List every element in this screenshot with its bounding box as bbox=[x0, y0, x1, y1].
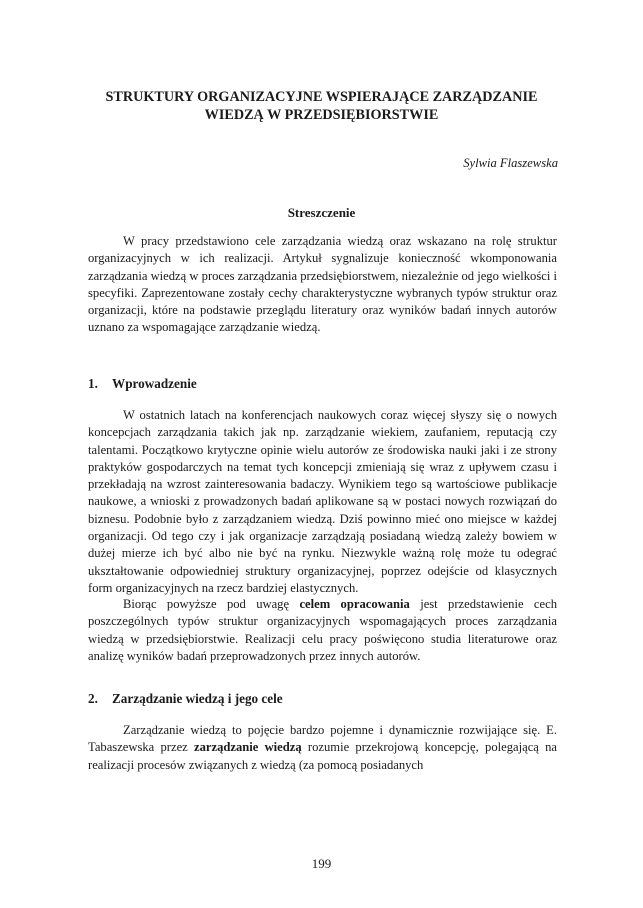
page-number: 199 bbox=[311, 856, 332, 871]
section-2-paragraph-1 bbox=[88, 722, 557, 774]
section-2-title: Zarządzanie wiedzą i jego cele bbox=[112, 691, 283, 706]
section-1-paragraph-1-text: W ostatnich latach na konferencjach naukowych coraz więcej słyszy się o nowych koncepcjach zarządzania takich jak np. zarządzanie wiekiem, zaufaniem, reputacją czy talentami. Początkowo krytyczne opinie wielu autorów ze środowiska nauki jaki i ze strony praktyków gospodarczych na temat tych koncepcji zmieniają się wraz z upływem czasu i przekładają na wzrost zainteresowania badaczy. Wynikiem tego są wartościowe publikacje naukowe, a wnioski z prowadzonych badań aplikowane są w postaci nowych rozwiązań do biznesu. Podobnie było z zarządzaniem wiedzą. Dziś powinno mieć ono miejsce w każdej organizacji. Od tego czy i jak organizacje zarządzają posiadaną wiedzą zależy bowiem w dużej mierze ich być albo nie być na rynku. Niezwykle ważną rolę może tu odegrać ukształtowanie odpowiedniej struktury organizacyjnej, poprzez odejście od klasycznych form organizacyjnych na rzecz bardziej elastycznych. bbox=[88, 408, 557, 595]
section-1-heading bbox=[88, 376, 197, 392]
paper-title-line-1: STRUKTURY ORGANIZACYJNE WSPIERAJĄCE ZARZĄDZANIE bbox=[105, 89, 538, 105]
abstract-paragraph bbox=[88, 233, 557, 337]
abstract-text: W pracy przedstawiono cele zarządzania wiedzą oraz wskazano na rolę struktur organizacyjnych w ich realizacji. Artykuł sygnalizuje konieczność wkomponowania zarządzania wiedzą w proces zarządzania przedsiębiorstwem, niezależnie od jego wielkości i specyfiki. Zaprezentowane zostały cechy charakterystyczne wybranych typów struktur oraz organizacji, które na podstawie przeglądu literatury oraz wyników badań innych autorów uznano za wspomagające zarządzanie wiedzą. bbox=[88, 234, 557, 335]
section-2-heading bbox=[88, 691, 283, 707]
section-2-paragraph-1-emphasis: zarządzanie wiedzą bbox=[194, 740, 302, 755]
paper-title bbox=[80, 88, 563, 124]
section-1-title: Wprowadzenie bbox=[112, 376, 197, 391]
section-1-number: 1. bbox=[88, 376, 98, 391]
section-1-paragraph-2-emphasis: celem opracowania bbox=[299, 597, 410, 611]
section-1-paragraph-2-text-b: jest przedstawienie cech poszczególnych typów struktur organizacyjnych wspomagających proces zarządzania wiedzą w przedsiębiorstwie. Realizacji celu pracy poświęcono studia literaturowe oraz analizę wyników badań przeprowadzonych przez innych autorów. bbox=[88, 597, 557, 663]
paper-title-line-2: WIEDZĄ W PRZEDSIĘBIORSTWIE bbox=[204, 107, 439, 123]
abstract-heading: Streszczenie bbox=[287, 205, 356, 220]
section-2-paragraph-1-text-a: Zarządzanie wiedzą to pojęcie bardzo pojemne i dynamicznie rozwijające się. E. Tabaszewska przez bbox=[88, 723, 557, 755]
section-2-paragraph-1-text-b: rozumie przekrojową koncepcję, polegającą na realizacji procesów związanych z wiedzą (za pomocą posiadanych bbox=[88, 740, 557, 772]
section-1-paragraph-2 bbox=[88, 596, 557, 665]
section-1-paragraph-1 bbox=[88, 407, 557, 597]
section-1-paragraph-2-text-a: Biorąc powyższe pod uwagę bbox=[123, 597, 300, 611]
section-2-number: 2. bbox=[88, 691, 98, 706]
author-name: Sylwia Flaszewska bbox=[463, 156, 558, 170]
